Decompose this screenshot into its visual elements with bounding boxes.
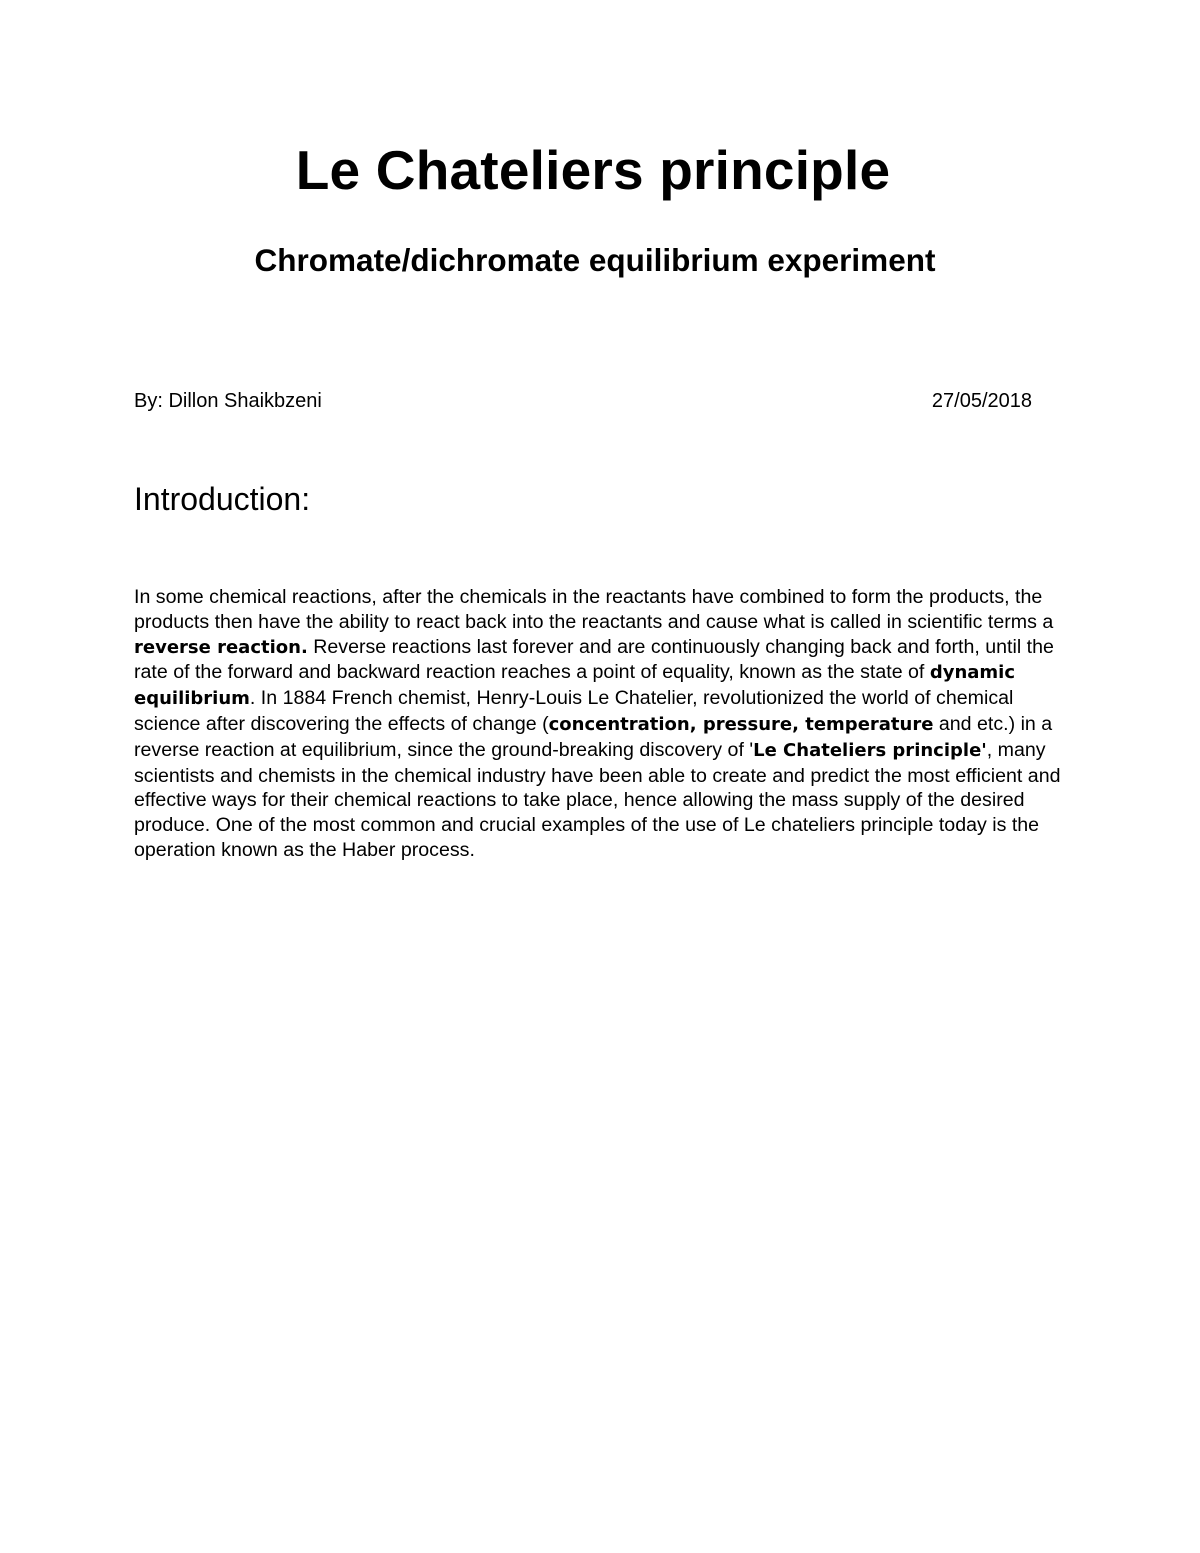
bold-term-reverse-reaction: reverse reaction. [134,636,308,658]
paragraph-text: Reverse reactions last forever and are continuously changing back and forth, until the rate of the forward and backward reaction reaches a point of equality, known as the state of [134,635,1054,684]
document-subtitle: Chromate/dichromate equilibrium experiment [254,242,936,278]
author-line: By: Dillon Shaikbzeni [134,390,322,412]
introduction-paragraph [134,585,1062,863]
document-title: Le Chateliers principle [295,139,891,201]
section-heading-introduction: Introduction: [134,481,311,517]
paragraph-text: In some chemical reactions, after the chemicals in the reactants have combined to form the products, the products then have the ability to react back into the reactants and cause what is called in scientific terms a [134,586,1054,633]
byline-row [134,388,1032,414]
bold-term-dynamic-equilibrium: dynamic equilibrium [134,662,1016,710]
paragraph-text: . In 1884 French chemist, Henry-Louis Le Chatelier, revolutionized the world of chemical science after discovering the effects of change ( [134,687,1014,735]
bold-term-le-chateliers-principle: Le Chateliers principle' [753,739,987,761]
paragraph-text: , many scientists and chemists in the chemical industry have been able to create and predict the most efficient and effective ways for their chemical reactions to take place, hence allowing the mass supply of the desired produce. One of the most common and crucial examples of the use of Le chateliers principle today is the operation known as the Haber process. [134,738,1061,861]
paragraph-text: and etc.) in a reverse reaction at equilibrium, since the ground-breaking discovery of ' [134,712,1053,761]
document-date: 27/05/2018 [931,390,1032,412]
bold-term-change-factors: concentration, pressure, temperature [548,713,934,735]
